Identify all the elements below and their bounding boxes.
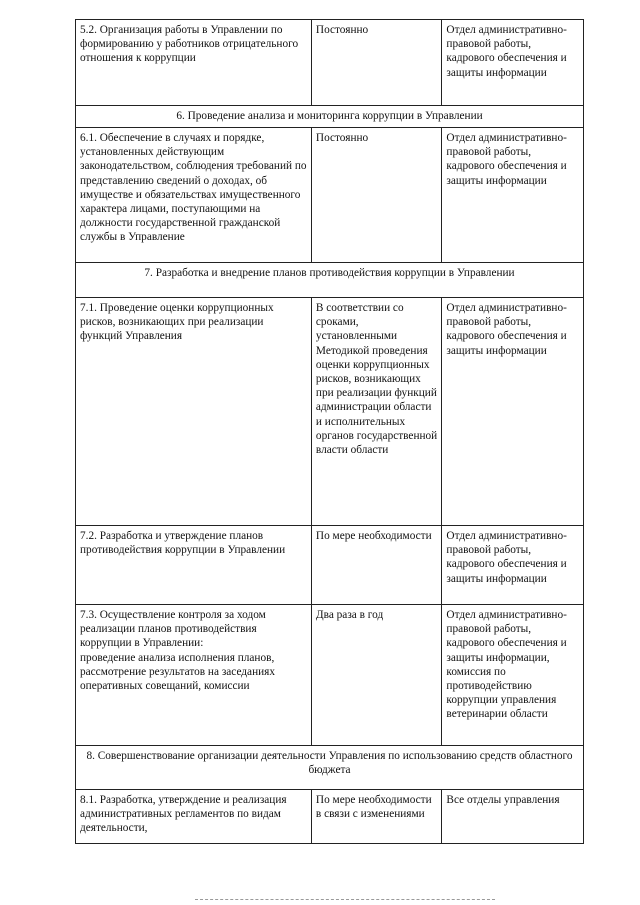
action-cell: 5.2. Организация работы в Управлении по формированию у работников отрицательного отношения к коррупции (76, 20, 312, 106)
action-cell: 7.1. Проведение оценки коррупционных рисков, возникающих при реализации функций Управления (76, 298, 312, 526)
table-row (76, 128, 584, 263)
term-cell: По мере необходимости в связи с изменениями (311, 790, 442, 844)
anticorruption-plan-table (75, 19, 584, 844)
table-row (76, 526, 584, 605)
responsible-cell: Отдел административно-правовой работы, кадрового обеспечения и защиты информации (442, 298, 584, 526)
section-title: 6. Проведение анализа и мониторинга коррупции в Управлении (76, 106, 584, 128)
section-row (76, 746, 584, 790)
table-row (76, 605, 584, 746)
responsible-cell: Все отделы управления (442, 790, 584, 844)
responsible-cell: Отдел административно-правовой работы, кадрового обеспечения и защиты информации, комиссия по противодействию коррупции управления ветеринарии области (442, 605, 584, 746)
term-cell: По мере необходимости (311, 526, 442, 605)
responsible-cell: Отдел административно-правовой работы, кадрового обеспечения и защиты информации (442, 128, 584, 263)
section-title: 7. Разработка и внедрение планов противодействия коррупции в Управлении (76, 263, 584, 298)
responsible-cell: Отдел административно-правовой работы, кадрового обеспечения и защиты информации (442, 20, 584, 106)
section-row (76, 106, 584, 128)
term-cell: Постоянно (311, 20, 442, 106)
action-cell: 7.2. Разработка и утверждение планов противодействия коррупции в Управлении (76, 526, 312, 605)
term-cell: Два раза в год (311, 605, 442, 746)
action-cell: 6.1. Обеспечение в случаях и порядке, установленных действующим законодательством, соблюдения требований по представлению сведений о доходах, об имуществе и обязательствах имущественного характера лицами, поступающими на должности государственной гражданской службы в Управление (76, 128, 312, 263)
table-row (76, 298, 584, 526)
scan-artifact-line (195, 899, 495, 900)
table-row (76, 20, 584, 106)
responsible-cell: Отдел административно-правовой работы, кадрового обеспечения и защиты информации (442, 526, 584, 605)
table-row (76, 790, 584, 844)
section-title: 8. Совершенствование организации деятельности Управления по использованию средств областного бюджета (76, 746, 584, 790)
term-cell: В соответствии со сроками, установленными Методикой проведения оценки коррупционных рисков, возникающих при реализации функций администрации области и исполнительных органов государственной власти области (311, 298, 442, 526)
term-cell: Постоянно (311, 128, 442, 263)
action-cell: 7.3. Осуществление контроля за ходом реализации планов противодействия коррупции в Управлении: проведение анализа исполнения планов, рассмотрение результатов на заседаниях оперативных совещаний, комиссии (76, 605, 312, 746)
action-cell: 8.1. Разработка, утверждение и реализация административных регламентов по видам деятельности, (76, 790, 312, 844)
section-row (76, 263, 584, 298)
